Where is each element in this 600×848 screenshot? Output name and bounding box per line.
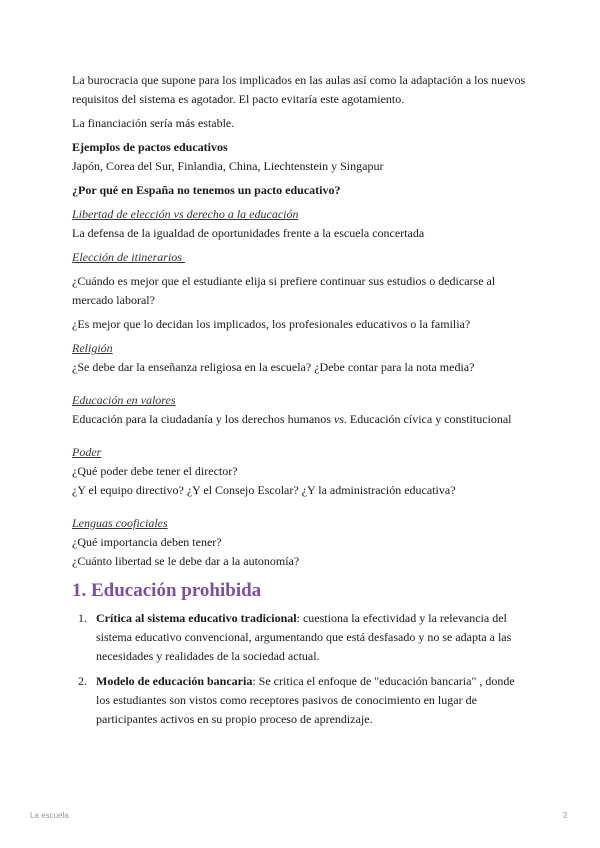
languages-question-2: ¿Cuánto libertad se le debe dar a la autonomía? — [72, 554, 300, 568]
values-text — [72, 410, 528, 429]
freedom-text: La defensa de la igualdad de oportunidades frente a la escuela concertada — [72, 226, 425, 240]
intro-paragraph-2: La financiación sería más estable. — [72, 116, 235, 130]
power-heading: Poder — [72, 445, 102, 459]
numbered-list — [72, 609, 528, 729]
list-item-text: : Se critica el enfoque de "educación bancaria" , donde los estudiantes son vistos como receptores pasivos de conocimiento en lugar de participantes activos en su propio proceso de aprendizaje. — [96, 674, 515, 726]
intro-paragraph-1: La burocracia que supone para los implicados en las aulas así como la adaptación a los nuevos requisitos del sistema es agotador. El pacto evitaría este agotamiento. — [72, 73, 526, 106]
list-item-number: 1. — [78, 611, 87, 625]
list-item-number: 2. — [78, 674, 87, 688]
itineraries-question-1: ¿Cuándo es mejor que el estudiante elija si prefiere continuar sus estudios o dedicarse al mercado laboral? — [72, 274, 496, 307]
document-body — [72, 71, 528, 735]
values-text-vs: vs — [333, 412, 344, 426]
footer-title: La escuela — [30, 811, 69, 820]
itineraries-question-2: ¿Es mejor que lo decidan los implicados, los profesionales educativos o la familia? — [72, 317, 471, 331]
list-item-bold: Modelo de educación bancaria — [96, 674, 253, 688]
page-number: 2 — [563, 811, 568, 820]
examples-heading: Ejemplos de pactos educativos — [72, 140, 228, 154]
power-question-1: ¿Qué poder debe tener el director? — [72, 464, 238, 478]
values-text-end: . Educación cívica y constitucional — [343, 412, 512, 426]
languages-heading: Lenguas cooficiales — [72, 516, 168, 530]
examples-text: Japón, Corea del Sur, Finlandia, China, Liechtenstein y Singapur — [72, 159, 384, 173]
values-text-start: Educación para la ciudadanía y los derechos humanos — [72, 412, 334, 426]
itineraries-heading: Elección de itinerarios — [72, 250, 185, 264]
why-heading: ¿Por qué en España no tenemos un pacto educativo? — [72, 183, 341, 197]
list-item-text: : cuestiona la efectividad y la relevancia del sistema educativo convencional, argumentando que está desfasado y no se adapta a las necesidades y realidades de la sociedad actual. — [96, 611, 512, 663]
list-item — [72, 609, 528, 666]
religion-text: ¿Se debe dar la enseñanza religiosa en la escuela? ¿Debe contar para la nota media? — [72, 360, 475, 374]
religion-heading: Religión — [72, 341, 113, 355]
power-question-2: ¿Y el equipo directivo? ¿Y el Consejo Escolar? ¿Y la administración educativa? — [72, 483, 456, 497]
values-heading: Educación en valores — [72, 393, 176, 407]
list-item — [72, 672, 528, 729]
freedom-heading: Libertad de elección vs derecho a la educación — [72, 207, 299, 221]
languages-question-1: ¿Qué importancia deben tener? — [72, 535, 222, 549]
section-title: 1. Educación prohibida — [72, 580, 262, 601]
list-item-bold: Crítica al sistema educativo tradicional — [96, 611, 297, 625]
